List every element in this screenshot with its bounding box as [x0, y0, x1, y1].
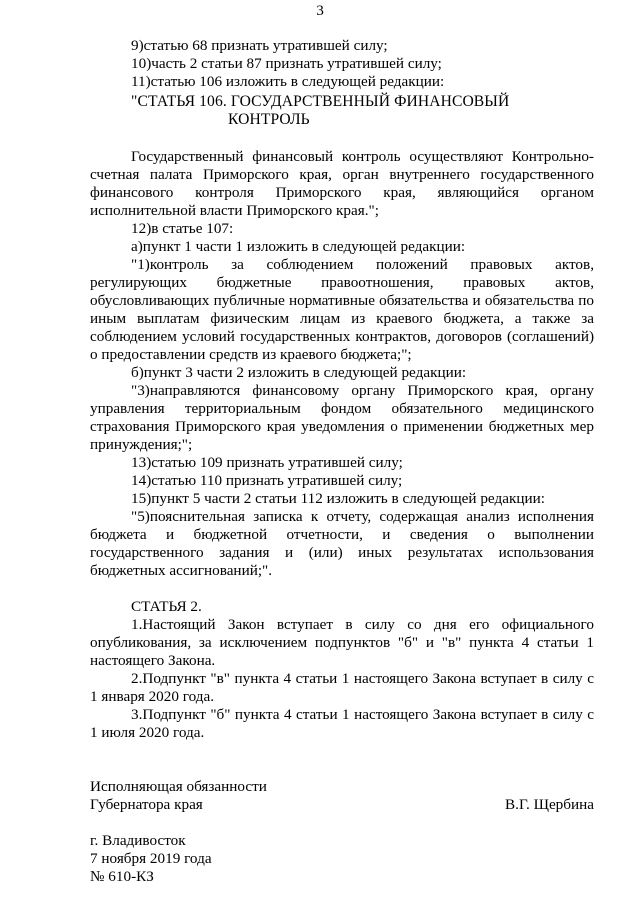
signatory-title: Исполняющая обязанности: [90, 778, 267, 795]
paragraph-line: "5)пояснительная записка к отчету, содержащая анализ исполнения: [131, 508, 594, 525]
law-number: № 610-КЗ: [90, 868, 154, 885]
paragraph-line: иным выплатам физическим лицам из краевого бюджета, а также за: [90, 310, 594, 327]
paragraph-line: регулирующих бюджетные правоотношения, правовых актов,: [90, 274, 594, 291]
paragraph-line: 1 июля 2020 года.: [90, 724, 205, 741]
article-106-heading-line-2: КОНТРОЛЬ: [228, 111, 310, 128]
signatory-title: Губернатора края: [90, 796, 203, 813]
paragraph-line: страхования Приморского края уведомления о применении бюджетных мер: [90, 418, 594, 435]
list-item-14: 14)статью 110 признать утратившей силу;: [131, 472, 403, 489]
list-item-10: 10)часть 2 статьи 87 признать утратившей силу;: [131, 55, 442, 72]
paragraph-line: "3)направляются финансовому органу Приморского края, органу: [131, 382, 594, 399]
article-2-heading: СТАТЬЯ 2.: [131, 598, 202, 615]
list-item-15: 15)пункт 5 части 2 статьи 112 изложить в следующей редакции:: [131, 490, 545, 507]
paragraph-line: управления территориальным фондом обязательного медицинского: [90, 400, 594, 417]
paragraph-line: обусловливающих публичные нормативные обязательства и обязательства по: [90, 292, 594, 309]
place-of-signing: г. Владивосток: [90, 832, 186, 849]
paragraph-line: исполнительной власти Приморского края.";: [90, 202, 379, 219]
paragraph-line: 2.Подпункт "в" пункта 4 статьи 1 настоящего Закона вступает в силу с: [131, 670, 594, 687]
paragraph-line: 1.Настоящий Закон вступает в силу со дня его официального: [131, 616, 594, 633]
paragraph-line: финансового контроля Приморского края, являющийся органом: [90, 184, 594, 201]
list-item-9: 9)статью 68 признать утратившей силу;: [131, 37, 388, 54]
paragraph-line: настоящего Закона.: [90, 652, 216, 669]
list-item-12a: а)пункт 1 части 1 изложить в следующей редакции:: [131, 238, 466, 255]
page-number: 3: [316, 2, 324, 19]
paragraph-line: бюджетных ассигнований;".: [90, 562, 273, 579]
paragraph-line: соблюдением условий государственных контрактов, договоров (соглашений): [90, 328, 594, 345]
paragraph-line: "1)контроль за соблюдением положений правовых актов,: [131, 256, 594, 273]
article-106-heading-line-1: "СТАТЬЯ 106. ГОСУДАРСТВЕННЫЙ ФИНАНСОВЫЙ: [131, 93, 510, 110]
paragraph-line: 3.Подпункт "б" пункта 4 статьи 1 настоящего Закона вступает в силу с: [131, 706, 594, 723]
list-item-12: 12)в статье 107:: [131, 220, 234, 237]
list-item-12b: б)пункт 3 части 2 изложить в следующей редакции:: [131, 364, 467, 381]
paragraph-line: о предоставлении средств из краевого бюджета;";: [90, 346, 412, 363]
paragraph-line: 1 января 2020 года.: [90, 688, 215, 705]
signatory-name: В.Г. Щербина: [505, 796, 594, 813]
paragraph-line: Государственный финансовый контроль осуществляют Контрольно-: [131, 148, 594, 165]
paragraph-line: опубликования, за исключением подпунктов "б" и "в" пункта 4 статьи 1: [90, 634, 594, 651]
list-item-13: 13)статью 109 признать утратившей силу;: [131, 454, 403, 471]
paragraph-line: государственного задания и (или) иных результатах использования: [90, 544, 594, 561]
paragraph-line: принуждения;";: [90, 436, 193, 453]
paragraph-line: бюджета и бюджетной отчетности, и сведения о выполнении: [90, 526, 594, 543]
paragraph-line: счетная палата Приморского края, орган внутреннего государственного: [90, 166, 594, 183]
date-of-signing: 7 ноября 2019 года: [90, 850, 212, 867]
list-item-11: 11)статью 106 изложить в следующей редакции:: [131, 73, 445, 90]
